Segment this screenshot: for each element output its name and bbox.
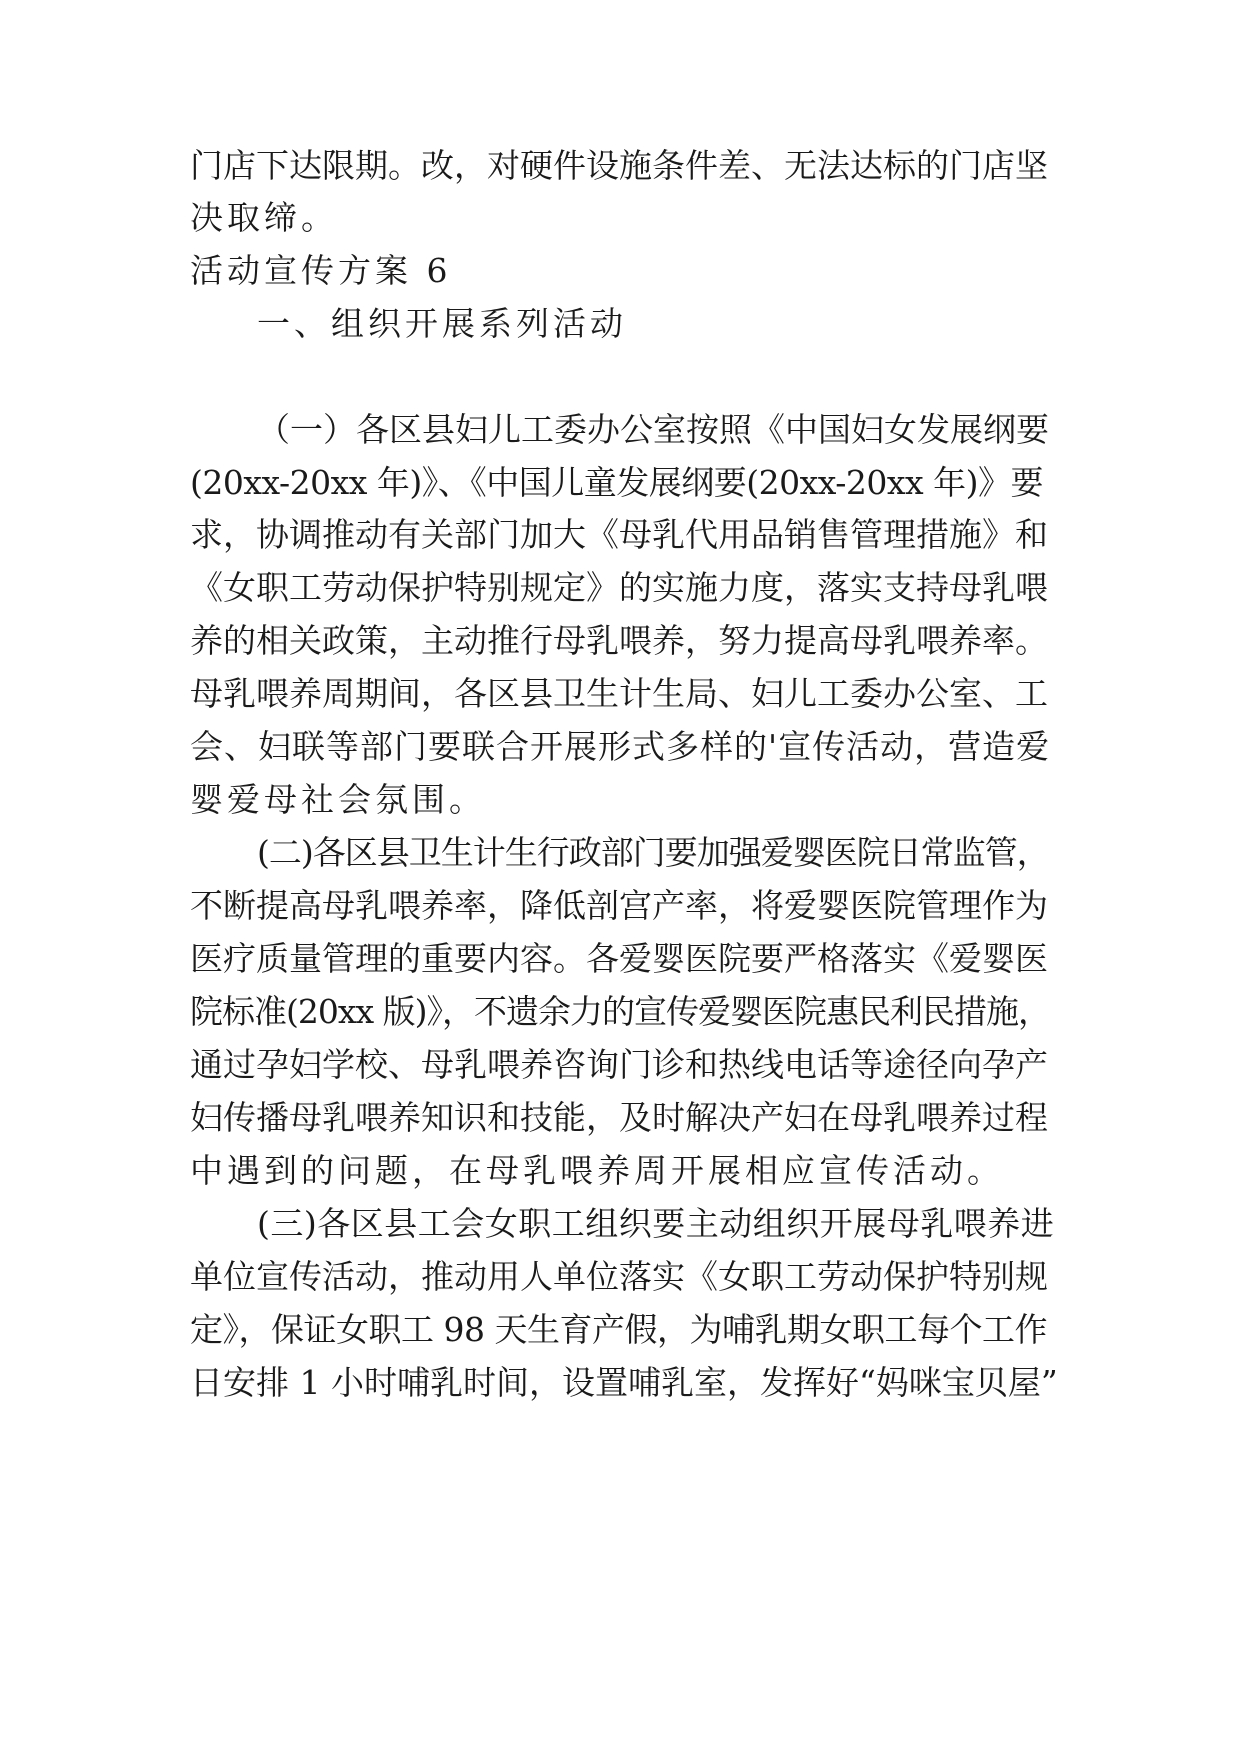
body-text-line: 门店下达限期。改，对硬件设施条件差、无法达标的门店坚 xyxy=(190,146,1048,185)
paragraph-3-first-line: (三)各区县工会女职工组织要主动组织开展母乳喂养进 xyxy=(257,1204,1055,1243)
body-text-line: 通过孕妇学校、母乳喂养咨询门诊和热线电话等途径向孕产 xyxy=(190,1045,1048,1084)
body-text-line: 求，协调推动有关部门加大《母乳代用品销售管理措施》和 xyxy=(190,515,1048,554)
body-text-line: 院标准(20xx 版)》，不遗余力的宣传爱婴医院惠民利民措施， xyxy=(190,992,1050,1031)
body-text-line: 《女职工劳动保护特别规定》的实施力度，落实支持母乳喂 xyxy=(190,568,1048,607)
body-text-line: 不断提高母乳喂养率，降低剖宫产率，将爱婴医院管理作为 xyxy=(190,886,1048,925)
body-text-line: (20xx-20xx 年)》、《中国儿童发展纲要(20xx-20xx 年)》要 xyxy=(190,463,1043,502)
body-text-line: 养的相关政策，主动推行母乳喂养，努力提高母乳喂养率。 xyxy=(190,621,1048,660)
body-text-line: 母乳喂养周期间，各区县卫生计生局、妇儿工委办公室、工 xyxy=(190,674,1048,713)
body-text-line: 医疗质量管理的重要内容。各爱婴医院要严格落实《爱婴医 xyxy=(190,939,1048,978)
section-heading: 活动宣传方案 6 xyxy=(190,251,452,290)
body-text-line: 婴爱母社会氛围。 xyxy=(190,780,486,819)
body-text-line: 决取缔。 xyxy=(190,198,338,237)
body-text-line: 会、妇联等部门要联合开展形式多样的'宣传活动，营造爱 xyxy=(190,727,1051,766)
paragraph-1-first-line: （一）各区县妇儿工委办公室按照《中国妇女发展纲要 xyxy=(257,410,1049,449)
subsection-heading: 一、组织开展系列活动 xyxy=(257,304,627,343)
body-text-line: 妇传播母乳喂养知识和技能，及时解决产妇在母乳喂养过程 xyxy=(190,1098,1048,1137)
body-text-line: 中遇到的问题，在母乳喂养周开展相应宣传活动。 xyxy=(190,1151,1004,1190)
body-text-line: 日安排 1 小时哺乳时间，设置哺乳室，发挥好“妈咪宝贝屋” xyxy=(190,1363,1058,1402)
paragraph-2-first-line: (二)各区县卫生计生行政部门要加强爱婴医院日常监管， xyxy=(257,833,1049,872)
body-text-line: 单位宣传活动，推动用人单位落实《女职工劳动保护特别规 xyxy=(190,1257,1048,1296)
body-text-line: 定》，保证女职工 98 天生育产假，为哺乳期女职工每个工作 xyxy=(190,1310,1047,1349)
